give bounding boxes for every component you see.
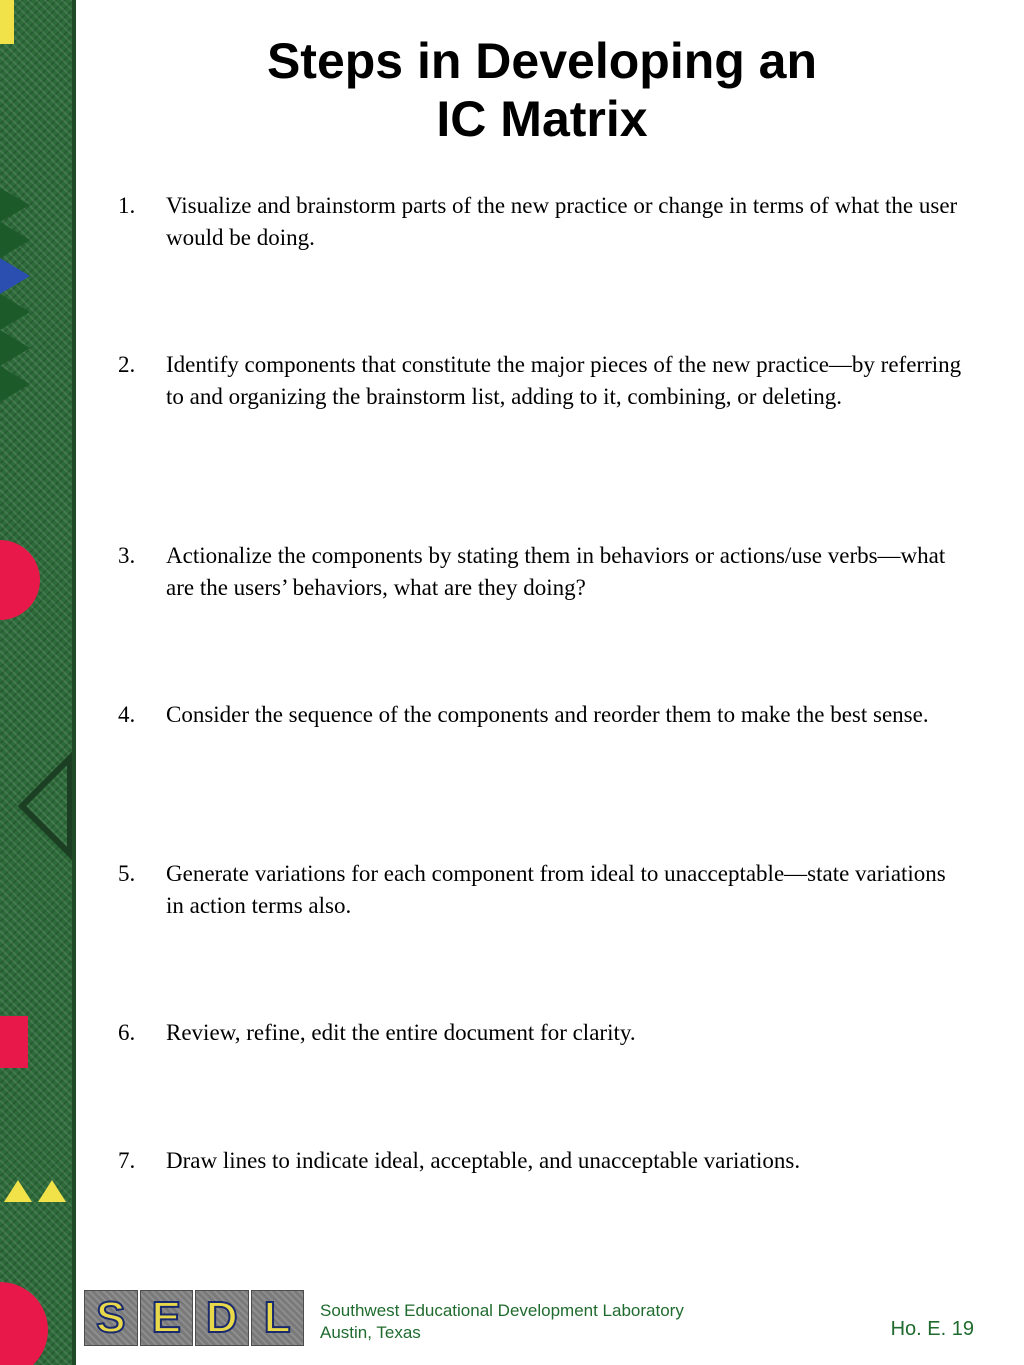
red-circle-shape <box>0 1282 48 1365</box>
yellow-bar-shape <box>0 0 14 44</box>
logo-tile <box>84 1290 138 1346</box>
logo-letter: L <box>263 1293 291 1342</box>
step-number: 7. <box>118 1148 136 1173</box>
yellow-triangle-shape <box>38 1180 66 1202</box>
step-number: 6. <box>118 1020 136 1045</box>
step-item <box>118 190 968 254</box>
red-circle-shape <box>0 540 40 620</box>
footer-organization <box>320 1300 684 1344</box>
sedl-logo <box>84 1290 304 1346</box>
step-number: 2. <box>118 352 136 377</box>
step-text: Review, refine, edit the entire document for clarity. <box>166 1020 636 1045</box>
step-number: 3. <box>118 543 136 568</box>
green-triangle-shape <box>0 366 30 402</box>
step-text: Identify components that constitute the major pieces of the new practice—by referring to and organizing the brainstorm list, adding to it, combining, or deleting. <box>166 352 962 409</box>
logo-tile <box>251 1290 305 1346</box>
blue-triangle-shape <box>0 258 30 294</box>
logo-letter: D <box>205 1293 238 1342</box>
strip-edge <box>72 0 76 1365</box>
logo-letter: S <box>96 1293 126 1342</box>
step-text: Consider the sequence of the components and reorder them to make the best sense. <box>166 702 929 727</box>
step-item <box>118 540 968 604</box>
step-item <box>118 858 968 922</box>
logo-letter: E <box>151 1293 181 1342</box>
step-number: 5. <box>118 861 136 886</box>
title-line-1: Steps in Developing an <box>266 33 818 89</box>
green-triangle-shape <box>0 330 30 366</box>
title-line-2: IC Matrix <box>436 91 648 147</box>
page-title <box>100 32 984 148</box>
organization-location: Austin, Texas <box>320 1323 421 1342</box>
green-triangle-shape <box>0 222 30 258</box>
step-text: Actionalize the components by stating them in behaviors or actions/use verbs—what are the users’ behaviors, what are they doing? <box>166 543 946 600</box>
red-square-shape <box>0 1016 28 1068</box>
handout-reference: Ho. E. 19 <box>890 1318 974 1340</box>
logo-tile <box>140 1290 194 1346</box>
step-number: 1. <box>118 193 136 218</box>
step-item <box>118 349 968 413</box>
step-text: Visualize and brainstorm parts of the new practice or change in terms of what the user would be doing. <box>166 193 958 250</box>
diamond-outline-shape <box>22 758 70 854</box>
step-number: 4. <box>118 702 136 727</box>
logo-tile <box>195 1290 249 1346</box>
step-item <box>118 1145 968 1177</box>
green-triangle-shape <box>0 294 30 330</box>
step-item <box>118 699 968 731</box>
step-item <box>118 1017 968 1049</box>
step-text: Draw lines to indicate ideal, acceptable, and unacceptable variations. <box>166 1148 801 1173</box>
step-text: Generate variations for each component from ideal to unacceptable—state variations in action terms also. <box>166 861 946 918</box>
decorative-side-strip <box>0 0 76 1365</box>
organization-name: Southwest Educational Development Laboratory <box>320 1301 684 1320</box>
side-strip-shapes <box>0 0 76 1365</box>
green-triangle-shape <box>0 188 30 222</box>
yellow-triangle-shape <box>4 1180 32 1202</box>
